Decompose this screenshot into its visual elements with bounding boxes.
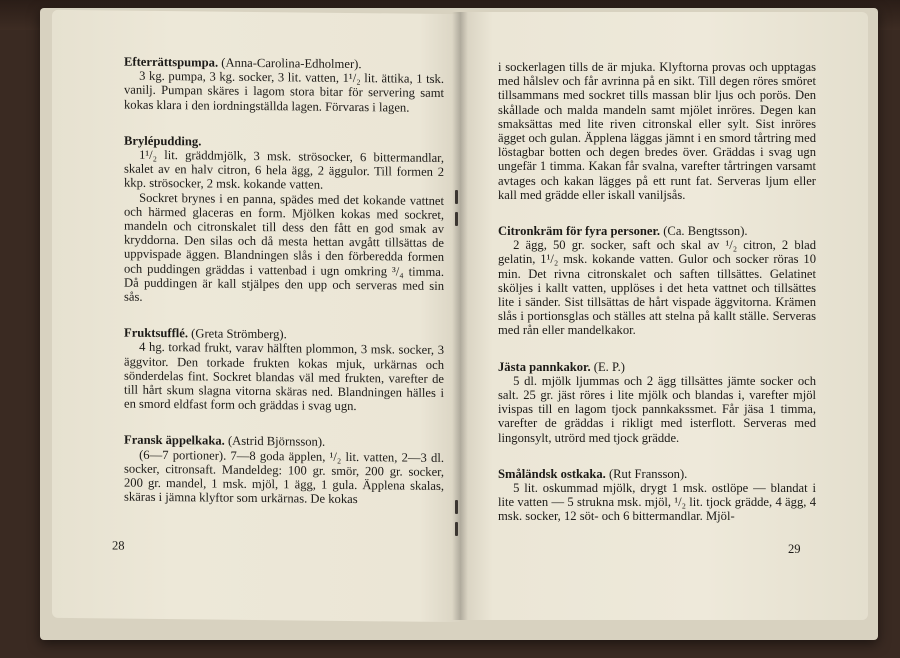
recipe-citronkram — [498, 224, 816, 338]
recipe-name: Fruktsufflé. — [124, 325, 189, 341]
page-number-right: 29 — [788, 542, 801, 556]
recipe-name: Jästa pannkakor. — [498, 359, 591, 374]
recipe-title — [498, 224, 816, 238]
recipe-paragraph: 4 hg. torkad frukt, varav hälften plommon, 3 msk. socker, 3 äggvitor. Den torkade frukten kokas mjuk, urkärnas och sönderdelas fint. Sockret blandas väl med frukten, varefter de till hårt skum slagna vitorna skäras ned. Blandningen hälles i en smord eldfast form och gräddas i svag ugn. — [124, 340, 444, 414]
recipe-jasta-pannkakor — [498, 360, 816, 445]
recipe-paragraph: Sockret brynes i en panna, spädes med det kokande vattnet och härmed glaceras en form. Mjölken kokas med sockret, mandeln och citronskalet till dess den fått en god smak av kryddorna. Den silas och då mesta hettan avgått tillsättas de uppvispade äggen. Blandningen slås i den förberedda formen och puddingen gräddas i vattenbad i ugn omkring ³/₄ timma. Då puddingen är kall stjälpes den upp och serveras med sin sås. — [124, 190, 444, 304]
right-page-content — [498, 60, 816, 524]
recipe-author: (E. P.) — [593, 359, 625, 374]
recipe-author: (Rut Fransson). — [608, 466, 688, 481]
recipe-smalandsk-ostkaka — [498, 467, 816, 524]
staple — [455, 190, 458, 204]
recipe-author: (Anna-Carolina-Edholmer). — [221, 55, 362, 72]
recipe-paragraph: 2 ägg, 50 gr. socker, saft och skal av ¹/₂ citron, 2 blad gelatin, 1¹/₂ msk. kokande vatten. Gulor och socker röras 10 min. Det rivna citronskalet och saften tillsättes. Gelatinet sköljes i kallt vatten, upplöses i det heta vattnet och tillsättes lite i sänder. Sist tillsättas de hårt vispade äggvitorna. Krämen slås i portionsglas och ställes att stelna på kallt ställe. Serveras med rån eller mandelkakor. — [498, 238, 816, 338]
recipe-author: (Greta Strömberg). — [191, 326, 287, 342]
continued-text: i sockerlagen tills de är mjuka. Klyftorna provas och upptagas med hålslev och får avrinna på en sikt. Till degen röres smöret tillsammans med sockret tills massan blir ljus och porös. Den skållade och malda mandeln samt mjölet inröres. Degen kan smaksättas med lite riven citronskal eller sylt. Sist inröres ägget och gulan. Äpplena läggas jämnt i en smord tårtring med löstagbar botten och degen bredes över. Gräddas i svag ugn ungefär 1 timma. Kakan får svalna, varefter tårtringen varsamt avtages och kakan lägges på ett runt fat. Serveras ljum eller kall med grädde eller iskall vaniljsås. — [498, 60, 816, 202]
left-page — [52, 10, 460, 622]
recipe-efterrattspumpa — [124, 55, 444, 115]
recipe-name: Brylépudding. — [124, 133, 202, 149]
recipe-paragraph: 5 dl. mjölk ljummas och 2 ägg tillsättes jämte socker och salt. 25 gr. jäst röres i lite mjölk och blandas i, varefter mjöl ivispas till en lagom tjock pannkakssmet. Får jäsa 1 timma, varefter de gräddas i rikligt med isterflott. Serveras med lingonsylt, utrörd med tjock grädde. — [498, 373, 816, 445]
recipe-fruktsuffle — [124, 326, 444, 415]
recipe-title — [498, 467, 816, 481]
recipe-author: (Ca. Bengtsson). — [663, 224, 748, 239]
staple — [455, 522, 458, 536]
left-page-content — [124, 55, 444, 508]
recipe-name: Citronkräm för fyra personer. — [498, 224, 661, 239]
recipe-author: (Astrid Björnsson). — [227, 434, 326, 450]
staple — [455, 212, 458, 226]
recipe-paragraph: 3 kg. pumpa, 3 kg. socker, 3 lit. vatten, 1¹/₂ lit. ättika, 1 tsk. vanilj. Pumpan skäres i lagom stora bitar för servering samt kokas klara i den iordningställda lagen. Förvaras i lagen. — [124, 68, 444, 115]
recipe-name: Småländsk ostkaka. — [498, 466, 606, 481]
recipe-fransk-appelkaka — [124, 433, 444, 507]
recipe-brylepudding — [124, 133, 444, 307]
recipe-paragraph: (6—7 portioner). 7—8 goda äpplen, ¹/₂ lit. vatten, 2—3 dl. socker, citronsaft. Mandeldeg: 100 gr. smör, 200 gr. socker, 200 gr. mandel, 1 msk. mjöl, 1 ägg, 1 gula. Äpplena skalas, skäras i jämna klyftor som urkärnas. De kokas — [124, 447, 444, 507]
recipe-name: Fransk äppelkaka. — [124, 433, 225, 449]
recipe-paragraph: 1¹/₂ lit. gräddmjölk, 3 msk. strösocker, 6 bittermandlar, skalet av en halv citron, 6 hela ägg, 2 äggulor. Till formen 2 kkp. strösocker, 2 msk. kokande vatten. — [124, 147, 444, 193]
right-page — [460, 12, 868, 620]
staple — [455, 500, 458, 514]
recipe-title — [498, 360, 816, 374]
recipe-name: Efterrättspumpa. — [124, 54, 219, 70]
recipe-paragraph: 5 lit. oskummad mjölk, drygt 1 msk. ostlöpe — blandat i lite vatten — 5 strukna msk. mjöl, ¹/₂ lit. tjock grädde, 4 ägg, 4 msk. socker, 12 söt- och 6 bittermandlar. Mjöl- — [498, 481, 816, 524]
page-number-left: 28 — [112, 538, 125, 553]
